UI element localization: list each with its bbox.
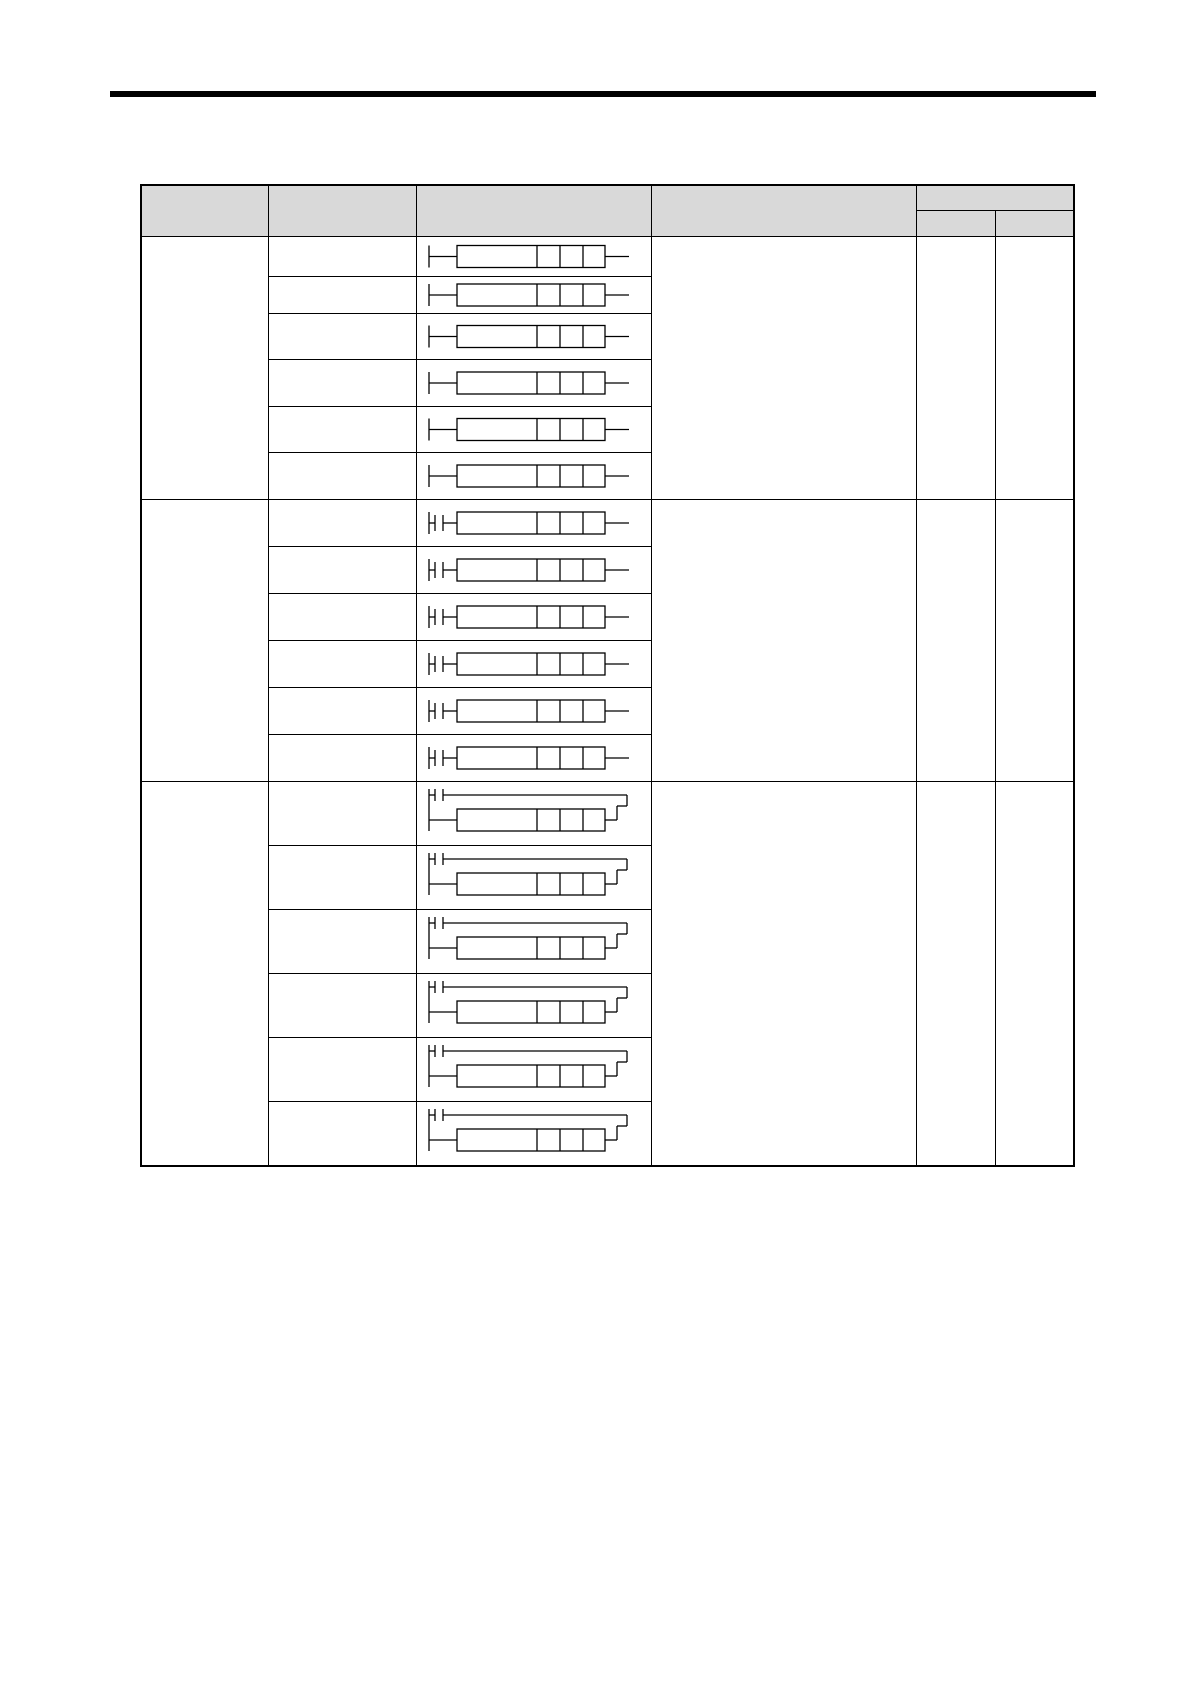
instruction-name	[268, 314, 416, 360]
ladder-symbol-diagram	[417, 594, 652, 640]
ladder-symbol-diagram	[417, 910, 652, 973]
instruction-name	[268, 500, 416, 547]
ladder-symbol	[416, 360, 651, 407]
ladder-symbol-diagram	[417, 500, 652, 546]
table-row	[141, 500, 1074, 547]
instruction-name	[268, 453, 416, 500]
instruction-table	[140, 184, 1075, 1167]
ladder-symbol-diagram	[417, 782, 652, 845]
ladder-symbol	[416, 314, 651, 360]
ladder-symbol-diagram	[417, 688, 652, 734]
instruction-name	[268, 547, 416, 594]
instruction-name	[268, 974, 416, 1038]
instruction-name	[268, 594, 416, 641]
ladder-symbol-diagram	[417, 1038, 652, 1101]
header-col3	[416, 185, 651, 237]
header-sub2	[995, 211, 1074, 237]
ladder-symbol	[416, 846, 651, 910]
ladder-symbol-diagram	[417, 407, 652, 452]
ladder-symbol	[416, 910, 651, 974]
group-value-2	[995, 237, 1074, 500]
table-row	[141, 782, 1074, 846]
group-value-2	[995, 500, 1074, 782]
instruction-name	[268, 735, 416, 782]
instruction-name	[268, 1102, 416, 1167]
ladder-symbol-diagram	[417, 641, 652, 687]
group-value-1	[916, 500, 995, 782]
ladder-symbol-diagram	[417, 547, 652, 593]
table-body	[141, 237, 1074, 1167]
group-label	[141, 500, 268, 782]
table-row	[141, 237, 1074, 277]
ladder-symbol	[416, 594, 651, 641]
instruction-name	[268, 360, 416, 407]
top-rule	[110, 91, 1096, 97]
ladder-symbol	[416, 782, 651, 846]
ladder-symbol-diagram	[417, 974, 652, 1037]
ladder-symbol-diagram	[417, 277, 652, 313]
instruction-name	[268, 641, 416, 688]
group-label	[141, 237, 268, 500]
group-description	[651, 782, 916, 1167]
ladder-symbol-diagram	[417, 846, 652, 909]
header-col4	[651, 185, 916, 237]
ladder-symbol	[416, 1038, 651, 1102]
ladder-symbol-diagram	[417, 1102, 652, 1165]
header-col1	[141, 185, 268, 237]
ladder-symbol	[416, 735, 651, 782]
instruction-name	[268, 277, 416, 314]
instruction-name	[268, 782, 416, 846]
instruction-name	[268, 688, 416, 735]
ladder-symbol-diagram	[417, 314, 652, 359]
ladder-symbol	[416, 407, 651, 453]
instruction-name	[268, 1038, 416, 1102]
ladder-symbol	[416, 547, 651, 594]
instruction-name	[268, 237, 416, 277]
ladder-symbol	[416, 641, 651, 688]
instruction-name	[268, 910, 416, 974]
group-description	[651, 500, 916, 782]
ladder-symbol	[416, 974, 651, 1038]
group-label	[141, 782, 268, 1167]
ladder-symbol	[416, 500, 651, 547]
ladder-symbol	[416, 1102, 651, 1167]
header-col2	[268, 185, 416, 237]
group-value-1	[916, 237, 995, 500]
ladder-symbol	[416, 453, 651, 500]
group-value-1	[916, 782, 995, 1167]
ladder-symbol	[416, 237, 651, 277]
group-value-2	[995, 782, 1074, 1167]
group-description	[651, 237, 916, 500]
ladder-symbol-diagram	[417, 237, 652, 276]
header-group	[916, 185, 1074, 211]
header-sub1	[916, 211, 995, 237]
ladder-symbol	[416, 688, 651, 735]
instruction-name	[268, 407, 416, 453]
ladder-symbol	[416, 277, 651, 314]
ladder-symbol-diagram	[417, 735, 652, 781]
ladder-symbol-diagram	[417, 453, 652, 499]
instruction-name	[268, 846, 416, 910]
ladder-symbol-diagram	[417, 360, 652, 406]
